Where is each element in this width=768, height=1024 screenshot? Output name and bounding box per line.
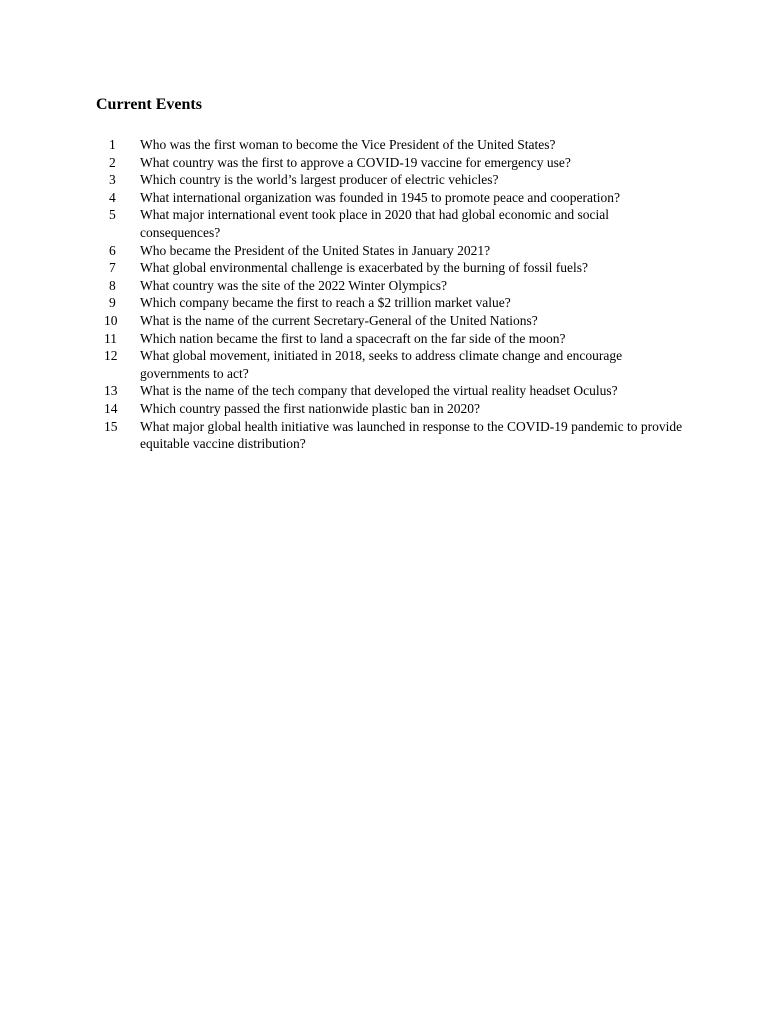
question-number: 9 <box>109 295 116 311</box>
question-item <box>96 171 686 189</box>
question-number: 13 <box>104 383 118 399</box>
question-text: Which country passed the first nationwide plastic ban in 2020? <box>140 400 481 416</box>
question-text: What global environmental challenge is exacerbated by the burning of fossil fuels? <box>140 260 588 276</box>
question-number: 15 <box>104 418 118 434</box>
question-item <box>96 347 686 382</box>
question-item <box>96 189 686 207</box>
question-number: 1 <box>109 137 116 152</box>
question-item <box>96 277 686 295</box>
question-item <box>96 294 686 312</box>
question-number: 2 <box>109 154 116 170</box>
question-text: What country was the first to approve a COVID-19 vaccine for emergency use? <box>140 154 571 170</box>
question-item <box>96 259 686 277</box>
question-item <box>96 206 686 241</box>
question-number: 10 <box>104 312 118 328</box>
question-number: 8 <box>109 277 116 293</box>
document-page <box>96 94 686 453</box>
question-item <box>96 330 686 348</box>
question-text: What international organization was founded in 1945 to promote peace and cooperation? <box>140 189 620 205</box>
question-text: What major global health initiative was launched in response to the COVID-19 pandemic to provide equitable vaccine distribution? <box>140 418 683 452</box>
question-item <box>96 154 686 172</box>
question-number: 5 <box>109 207 116 223</box>
page-title: Current Events <box>96 96 202 113</box>
question-text: What global movement, initiated in 2018, seeks to address climate change and encourage governments to act? <box>140 348 623 381</box>
question-item <box>96 382 686 400</box>
question-text: What is the name of the tech company that developed the virtual reality headset Oculus? <box>140 383 618 399</box>
question-item <box>96 312 686 330</box>
question-number: 7 <box>109 260 116 276</box>
question-number: 4 <box>109 189 116 205</box>
question-number: 11 <box>104 330 117 346</box>
question-text: What major international event took place in 2020 that had global economic and social consequences? <box>140 207 609 240</box>
question-list <box>96 136 686 453</box>
question-number: 14 <box>104 400 118 416</box>
question-item <box>96 242 686 260</box>
question-number: 12 <box>104 348 118 364</box>
question-text: What is the name of the current Secretary-General of the United Nations? <box>140 312 538 328</box>
question-item <box>96 400 686 418</box>
question-number: 3 <box>109 172 116 188</box>
question-text: Which company became the first to reach a $2 trillion market value? <box>140 295 511 311</box>
question-text: Which country is the world’s largest producer of electric vehicles? <box>140 172 499 188</box>
question-number: 6 <box>109 242 116 258</box>
question-item <box>96 136 686 154</box>
question-text: What country was the site of the 2022 Winter Olympics? <box>140 277 448 293</box>
question-text: Which nation became the first to land a spacecraft on the far side of the moon? <box>140 330 566 346</box>
question-text: Who was the first woman to become the Vice President of the United States? <box>140 137 556 152</box>
question-item <box>96 418 686 453</box>
question-text: Who became the President of the United States in January 2021? <box>140 242 491 258</box>
